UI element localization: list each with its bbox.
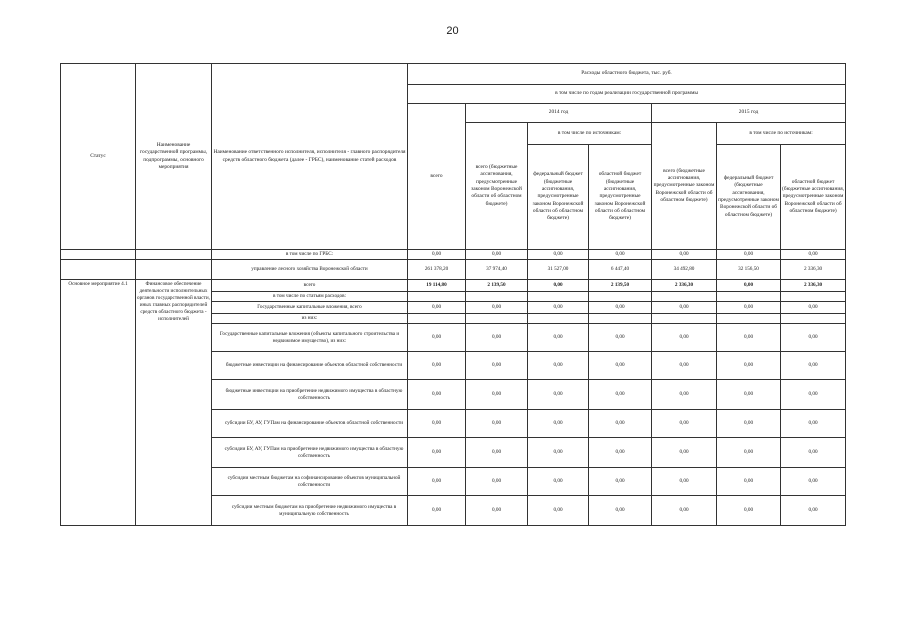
status-cell [61,260,136,280]
header-sources-2015: в том числе по источникам: [717,123,846,145]
value-cell: 0,00 [717,468,781,496]
row-label: управление лесного хозяйства Воронежской области [212,260,408,280]
value-cell: 0,00 [528,380,589,410]
value-cell [408,292,466,302]
value-cell: 0,00 [466,468,528,496]
value-cell: 0,00 [781,410,846,438]
table-row [61,260,846,280]
value-cell: 0,00 [589,438,652,468]
value-cell: 2 139,50 [466,280,528,292]
value-cell: 0,00 [652,410,717,438]
value-cell: 0,00 [652,302,717,314]
value-cell: 0,00 [652,380,717,410]
value-cell [589,292,652,302]
header-program-name: Наименование государственной программы, подпрограммы, основного мероприятия [136,64,212,250]
value-cell [717,314,781,324]
value-cell: 0,00 [466,302,528,314]
value-cell: 0,00 [408,250,466,260]
value-cell: 37 974,40 [466,260,528,280]
value-cell [589,314,652,324]
value-cell [781,314,846,324]
value-cell: 0,00 [589,380,652,410]
header-federal-2015: федеральный бюджет (бюджетные ассигнования, предусмотренные законом Воронежской области об областном бюджете) [717,145,781,250]
header-federal-2014: федеральный бюджет (бюджетные ассигнования, предусмотренные законом Воронежской области об областном бюджете) [528,145,589,250]
value-cell: 32 156,50 [717,260,781,280]
header-regional-2015: областной бюджет (бюджетные ассигнования, предусмотренные законом Воронежской области об областном бюджете) [781,145,846,250]
value-cell: 0,00 [717,302,781,314]
value-cell: 0,00 [528,302,589,314]
header-status: Статус [61,64,136,250]
page-number: 20 [446,25,459,37]
value-cell: 0,00 [408,324,466,352]
row-label: всего [212,280,408,292]
value-cell: 0,00 [589,324,652,352]
value-cell [466,292,528,302]
value-cell: 0,00 [528,496,589,526]
main-event-name: Финансовое обеспечение деятельности исполнительных органов государственной власти, иных главных распорядителей средств областного бюджета - исполнителей [136,280,212,526]
value-cell: 261 378,20 [408,260,466,280]
value-cell: 0,00 [466,496,528,526]
value-cell: 0,00 [528,250,589,260]
row-label: в том числе по статьям расходов: [212,292,408,302]
value-cell: 0,00 [652,324,717,352]
value-cell: 0,00 [589,302,652,314]
program-cell [136,260,212,280]
header-total-2014: всего (бюджетные ассигнования, предусмотренные законом Воронежской области об областном бюджете) [466,123,528,250]
header-executor-name: Наименование ответственного исполнителя, исполнителя - главного распорядителя средств областного бюджета (далее - ГРБС), наименование статей расходов [212,64,408,250]
value-cell: 0,00 [717,438,781,468]
row-label: бюджетные инвестиции на приобретение недвижимого имущества в областную собственность [212,380,408,410]
value-cell: 0,00 [528,280,589,292]
value-cell: 0,00 [589,468,652,496]
row-label: Государственные капитальные вложения, всего [212,302,408,314]
value-cell: 0,00 [528,352,589,380]
value-cell: 0,00 [781,438,846,468]
row-label: субсидии БУ, АУ, ГУПам на финансирование объектов областной собственности [212,410,408,438]
table-row [61,280,846,292]
row-label: субсидии БУ, АУ, ГУПам на приобретение недвижимого имущества в областную собственность [212,438,408,468]
value-cell: 2 336,30 [652,280,717,292]
value-cell: 34 492,80 [652,260,717,280]
header-expenses-title: Расходы областного бюджета, тыс. руб. [408,64,846,85]
value-cell: 0,00 [652,438,717,468]
value-cell: 0,00 [589,250,652,260]
value-cell [528,292,589,302]
value-cell: 0,00 [652,496,717,526]
value-cell [466,314,528,324]
row-label: Государственные капитальные вложения (объекты капитального строительства и недвижимое имущество), из них: [212,324,408,352]
value-cell [652,314,717,324]
value-cell [717,292,781,302]
row-label: субсидии местным бюджетам на софинансирование объектов муниципальной собственности [212,468,408,496]
main-event-status: Основное мероприятие 4.1 [61,280,136,526]
value-cell: 0,00 [408,380,466,410]
header-total-2015: всего (бюджетные ассигнования, предусмотренные законом Воронежской области об областном бюджете) [652,123,717,250]
value-cell: 0,00 [652,468,717,496]
value-cell: 0,00 [466,324,528,352]
row-label: из них: [212,314,408,324]
header-total: всего [408,104,466,250]
value-cell: 0,00 [717,496,781,526]
value-cell: 0,00 [466,410,528,438]
value-cell: 31 527,00 [528,260,589,280]
budget-table [60,63,846,526]
header-regional-2014: областной бюджет (бюджетные ассигнования, предусмотренные законом Воронежской области об областном бюджете) [589,145,652,250]
header-year-2015: 2015 год [652,104,846,123]
value-cell: 0,00 [408,468,466,496]
value-cell: 0,00 [466,380,528,410]
value-cell: 2 336,30 [781,280,846,292]
value-cell: 6 447,40 [589,260,652,280]
value-cell: 0,00 [408,438,466,468]
value-cell: 0,00 [466,352,528,380]
value-cell: 0,00 [781,468,846,496]
header-sources-2014: в том числе по источникам: [528,123,652,145]
value-cell: 0,00 [717,324,781,352]
value-cell: 0,00 [652,352,717,380]
value-cell: 0,00 [652,250,717,260]
value-cell: 0,00 [528,468,589,496]
value-cell: 0,00 [781,324,846,352]
row-label: субсидии местным бюджетам на приобретение недвижимого имущества в муниципальную собственность [212,496,408,526]
value-cell: 0,00 [408,410,466,438]
value-cell: 0,00 [589,410,652,438]
value-cell [652,292,717,302]
program-cell [136,250,212,260]
value-cell: 2 139,50 [589,280,652,292]
value-cell: 0,00 [408,352,466,380]
value-cell [528,314,589,324]
value-cell: 0,00 [466,250,528,260]
value-cell: 0,00 [589,352,652,380]
table-row [61,250,846,260]
value-cell: 0,00 [589,496,652,526]
value-cell: 0,00 [466,438,528,468]
value-cell: 0,00 [717,280,781,292]
value-cell: 0,00 [528,324,589,352]
value-cell: 0,00 [528,438,589,468]
value-cell: 0,00 [717,250,781,260]
row-label: в том числе по ГРБС: [212,250,408,260]
value-cell: 0,00 [717,352,781,380]
row-label: бюджетные инвестиции на финансирование объектов областной собственности [212,352,408,380]
value-cell: 0,00 [781,352,846,380]
header-year-2014: 2014 год [466,104,652,123]
value-cell: 0,00 [408,496,466,526]
value-cell: 0,00 [717,410,781,438]
header-by-years: в том числе по годам реализации государственной программы [408,85,846,104]
value-cell: 2 336,30 [781,260,846,280]
value-cell: 19 114,80 [408,280,466,292]
status-cell [61,250,136,260]
value-cell: 0,00 [781,302,846,314]
value-cell: 0,00 [408,302,466,314]
value-cell: 0,00 [781,380,846,410]
value-cell: 0,00 [781,250,846,260]
value-cell [781,292,846,302]
value-cell: 0,00 [717,380,781,410]
value-cell: 0,00 [781,496,846,526]
value-cell [408,314,466,324]
value-cell: 0,00 [528,410,589,438]
